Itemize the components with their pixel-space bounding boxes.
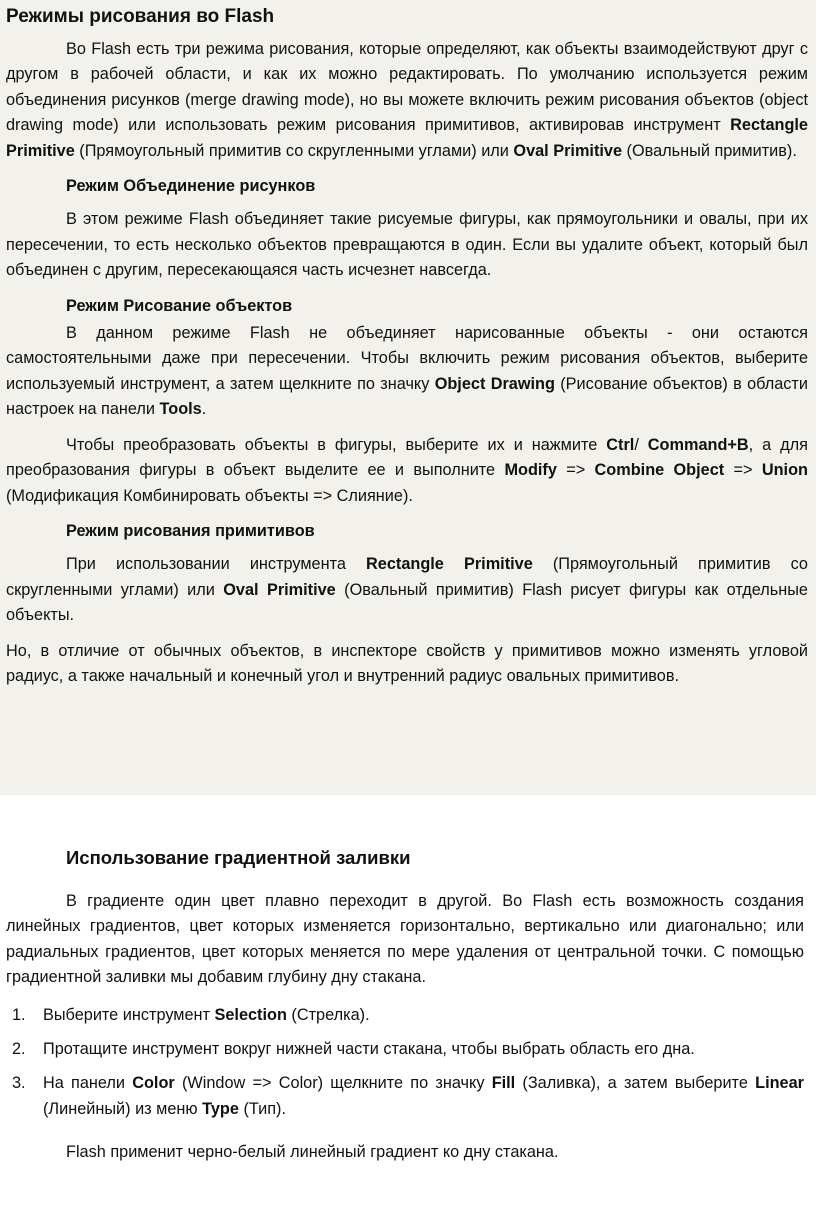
oval-primitive-term: Oval Primitive (223, 580, 336, 599)
step-text-part: (Тип). (238, 1099, 286, 1118)
page-title: Режимы рисования во Flash (6, 6, 275, 27)
rectangle-primitive-term: Rectangle Primitive (6, 116, 808, 160)
convert-text: => (556, 461, 595, 480)
intro-text: (Овальный примитив). (622, 141, 797, 160)
ctrl-term: Ctrl (606, 435, 635, 454)
primitive-mode-paragraph (6, 552, 808, 628)
oval-primitive-term: Oval Primitive (513, 141, 623, 160)
convert-text: / (634, 435, 648, 454)
merge-mode-paragraph: В этом режиме Flash объединяет такие рисуемые фигуры, как прямоугольники и овалы, при их пересечении, то есть несколько объектов превращаются в один. Если вы удалите объект, который был объединен с другим, пересекающаяся часть исчезнет навсегда. (6, 210, 808, 280)
step-number: 3. (12, 1074, 26, 1093)
step-text-part: (Заливка), а затем выберите (515, 1074, 756, 1093)
fill-term: Fill (491, 1074, 516, 1093)
color-term: Color (132, 1074, 175, 1093)
object-mode-text: В данном режиме Flash не объединяет нарисованные объекты - они остаются самостоятельными даже при пересечении. Чтобы включить режим рисования объектов, выберите используемый инструмент, а затем щелкните по значку (6, 324, 808, 393)
gradient-intro-paragraph: В градиенте один цвет плавно переходит в другой. Во Flash есть возможность создания линейных градиентов, цвет которых изменяется горизонтально, вертикально или диагонально; или радиальных градиентов, цвет которых меняется по мере удаления от центральной точки. С помощью градиентной заливки мы добавим глубину дну стакана. (6, 892, 804, 987)
convert-text: (Модификация Комбинировать объекты => Слияние). (6, 486, 413, 505)
step-text (43, 1071, 804, 1122)
primitive-properties-paragraph: Но, в отличие от обычных объектов, в инспекторе свойств у примитивов можно изменять угловой радиус, а также начальный и конечный угол и внутренний радиус овальных примитивов. (6, 641, 808, 685)
selection-term: Selection (214, 1005, 287, 1024)
modify-term: Modify (504, 461, 557, 480)
union-term: Union (761, 461, 808, 480)
primitive-text: (Прямоугольный примитив со скругленными углами) или (6, 555, 808, 599)
primitive-mode-heading: Режим рисования примитивов (66, 521, 315, 540)
combine-object-term: Combine Object (594, 461, 725, 480)
command-b-term: Command+B (647, 435, 749, 454)
intro-paragraph (6, 37, 808, 164)
rectangle-primitive-term: Rectangle Primitive (366, 555, 533, 574)
step-number: 2. (12, 1040, 26, 1059)
convert-text: , а для преобразования фигуры в объект выделите ее и выполните (6, 435, 808, 480)
list-item (6, 1071, 804, 1122)
tools-term: Tools (159, 400, 202, 419)
step-text-part: (Стрелка). (286, 1005, 370, 1024)
step-text-part: Выберите инструмент (43, 1005, 215, 1024)
object-mode-text: . (201, 400, 207, 419)
gradient-section (6, 845, 804, 1166)
object-drawing-term: Object Drawing (434, 374, 555, 393)
object-mode-text: (Рисование объектов) в области настроек на панели (6, 374, 808, 419)
primitive-text: При использовании инструмента (66, 555, 367, 574)
step-text-part: На панели (43, 1074, 133, 1093)
list-item (6, 1003, 804, 1028)
final-paragraph: Flash применит черно-белый линейный градиент ко дну стакана. (66, 1143, 559, 1162)
object-mode-paragraph (6, 321, 808, 423)
step-text (43, 1003, 804, 1028)
intro-text: (Прямоугольный примитив со скругленными углами) или (74, 141, 514, 160)
step-text: Протащите инструмент вокруг нижней части стакана, чтобы выбрать область его дна. (43, 1040, 695, 1059)
merge-mode-heading: Режим Объединение рисунков (66, 177, 316, 196)
step-text-part: (Линейный) из меню (43, 1099, 203, 1118)
steps-list (6, 1003, 804, 1123)
step-text-part: (Window => Color) щелкните по значку (174, 1074, 492, 1093)
primitive-text: (Овальный примитив) Flash рисует фигуры как отдельные объекты. (6, 580, 808, 625)
intro-text: Во Flash есть три режима рисования, которые определяют, как объекты взаимодействуют друг с другом в рабочей области, и как их можно редактировать. По умолчанию используется режим объединения рисунков (merge drawing mode), но вы можете включить режим рисования объектов (object drawing mode) или использовать режим рисования примитивов, активировав инструмент (6, 40, 808, 135)
type-term: Type (202, 1099, 239, 1118)
convert-text: Чтобы преобразовать объекты в фигуры, выберите их и нажмите (66, 435, 607, 454)
step-number: 1. (12, 1005, 26, 1024)
list-item (6, 1037, 804, 1062)
section-title: Использование градиентной заливки (66, 847, 411, 868)
convert-paragraph (6, 433, 808, 509)
object-mode-heading: Режим Рисование объектов (66, 296, 293, 315)
linear-term: Linear (755, 1074, 804, 1093)
convert-text: => (724, 461, 762, 480)
